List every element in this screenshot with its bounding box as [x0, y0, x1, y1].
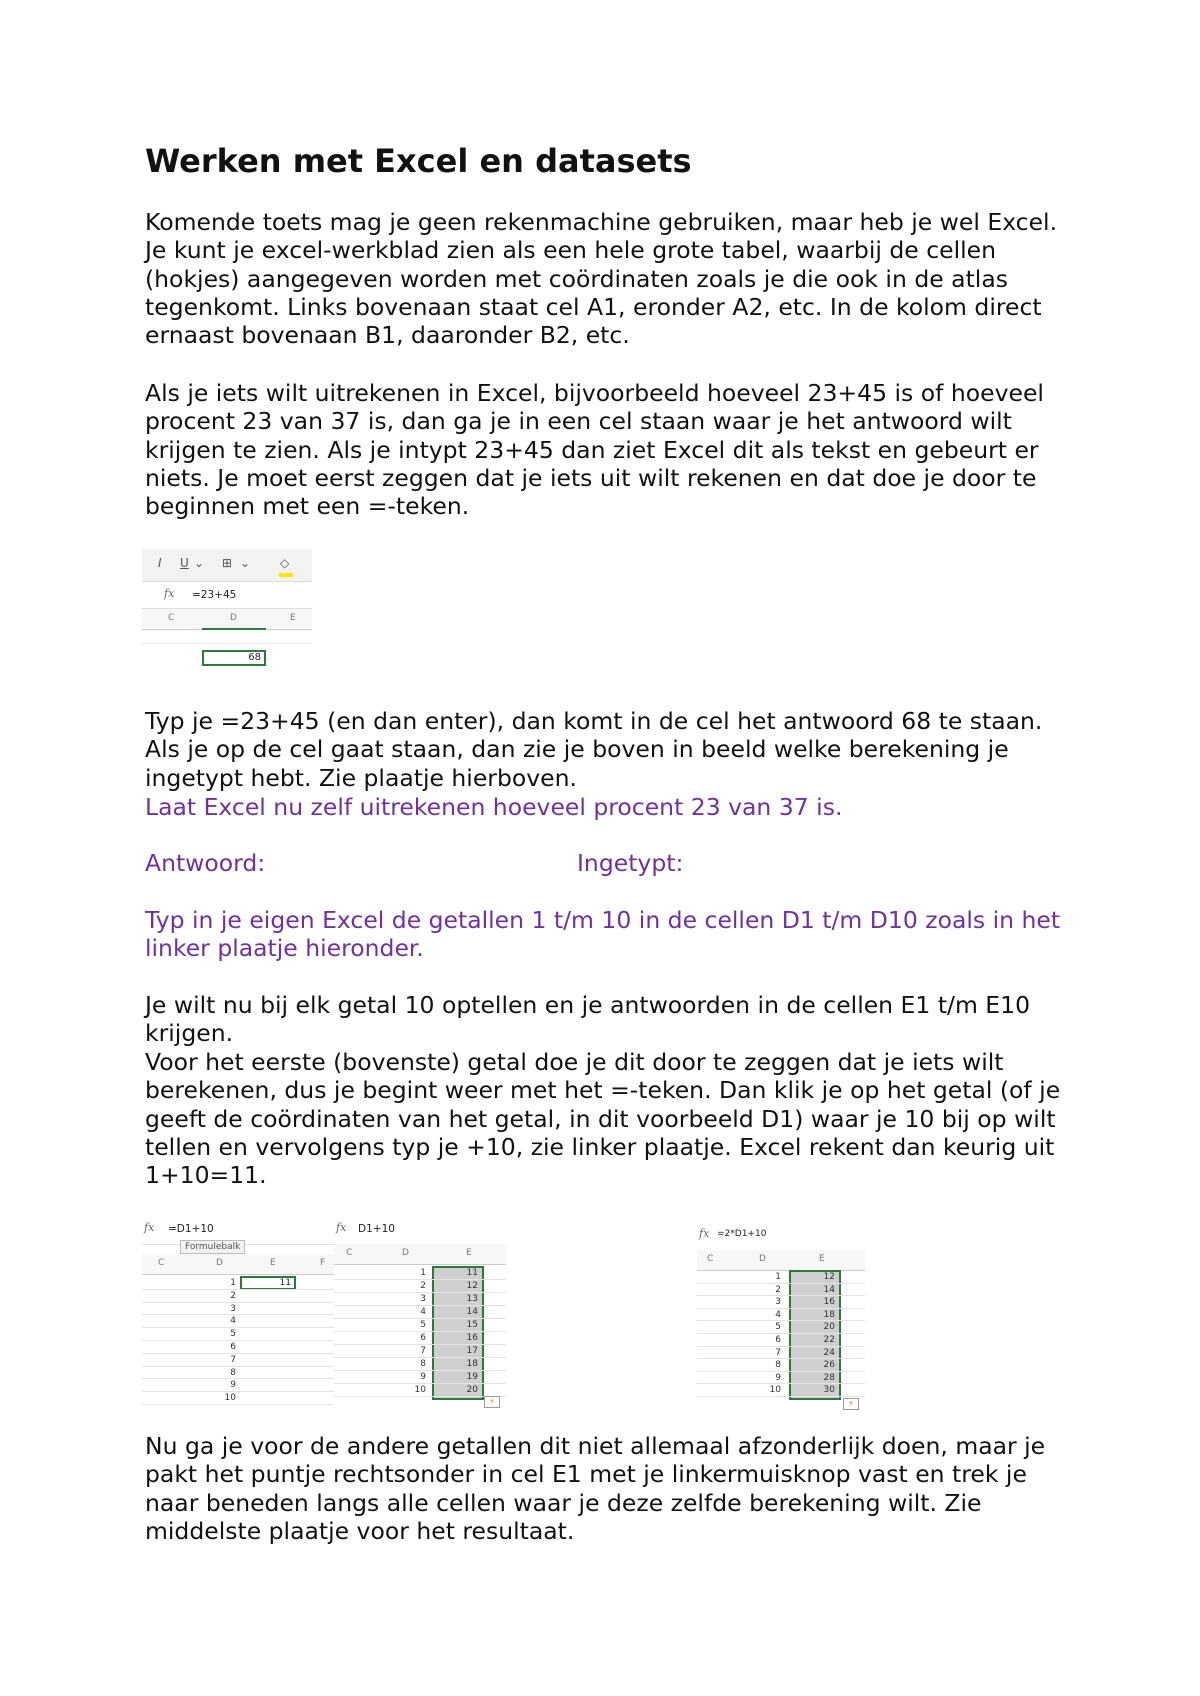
cell-e7: 24 — [823, 1347, 835, 1358]
cell-d8: 8 — [230, 1367, 236, 1378]
cell-d4: 4 — [775, 1309, 781, 1320]
cell-d3: 3 — [420, 1294, 426, 1304]
underline-icon: U — [180, 556, 189, 570]
task-percentage: Laat Excel nu zelf uitrekenen hoeveel procent 23 van 37 is. — [145, 793, 843, 821]
column-headers — [334, 1244, 506, 1265]
cell-d9: 9 — [775, 1372, 781, 1383]
paragraph-result: Typ je =23+45 (en dan enter), dan komt in de cel het antwoord 68 te staan. Als je op de cel gaat staan, dan zie je boven in beeld welke berekening je ingetypt hebt. Zie plaatje hierboven. — [145, 707, 1043, 792]
answer-label: Antwoord: — [145, 849, 266, 877]
cell-d5: 5 — [420, 1320, 426, 1330]
cell-d1: 1 — [230, 1278, 236, 1288]
fill-color-icon: ◇ — [280, 556, 290, 570]
grid-line — [697, 1371, 865, 1372]
cell-d7: 7 — [420, 1346, 426, 1356]
column-headers — [697, 1250, 865, 1271]
grid-line — [697, 1320, 865, 1321]
cell-e10: 30 — [823, 1385, 835, 1396]
grid-line — [142, 643, 312, 644]
grid-line — [334, 1344, 506, 1345]
cell-e8: 18 — [466, 1359, 478, 1369]
cell-d2: 2 — [420, 1281, 426, 1291]
excel-screenshot-fill-down — [334, 1218, 506, 1410]
formula-bar — [334, 1218, 506, 1245]
cell-e1: 11 — [466, 1268, 478, 1278]
fx-icon: fx — [144, 1221, 155, 1234]
chevron-down-icon: ⌄ — [194, 556, 205, 570]
column-header-d: D — [759, 1254, 766, 1264]
fx-icon: fx — [164, 587, 175, 600]
cell-d6: 6 — [420, 1333, 426, 1343]
grid-line — [697, 1308, 865, 1309]
chevron-down-icon: ⌄ — [240, 556, 251, 570]
cell-e4: 14 — [466, 1307, 478, 1317]
cell-e4: 18 — [823, 1309, 835, 1320]
column-headers — [142, 609, 312, 630]
grid-line — [142, 1366, 334, 1367]
formula-text: =D1+10 — [168, 1223, 214, 1235]
cell-d5: 5 — [230, 1329, 236, 1340]
borders-icon: ⊞ — [222, 556, 233, 570]
formula-text: =23+45 — [192, 589, 237, 601]
highlight-color-swatch — [279, 573, 293, 577]
cell-d5: 5 — [775, 1322, 781, 1333]
cell-e1: 12 — [823, 1272, 835, 1282]
grid-line — [697, 1383, 865, 1384]
column-header-e: E — [819, 1254, 825, 1264]
cell-d8: 8 — [420, 1359, 426, 1369]
grid-line — [142, 1314, 334, 1315]
typed-label: Ingetypt: — [577, 849, 684, 877]
task-enter-numbers: Typ in je eigen Excel de getallen 1 t/m 10 in de cellen D1 t/m D10 zoals in het linker plaatje hieronder. — [145, 906, 1061, 963]
cell-d10: 10 — [414, 1385, 426, 1395]
cell-e2: 14 — [823, 1284, 835, 1295]
grid-line — [697, 1333, 865, 1334]
cell-e5: 15 — [466, 1320, 478, 1330]
grid-line — [334, 1292, 506, 1293]
grid-line — [142, 1378, 334, 1379]
excel-toolbar — [142, 549, 312, 582]
fx-icon: fx — [699, 1227, 710, 1240]
cell-d10: 10 — [769, 1385, 781, 1396]
column-header-d: D — [216, 1258, 223, 1268]
column-header-d: D — [402, 1248, 409, 1258]
paragraph-fill-down: Nu ga je voor de andere getallen dit niet allemaal afzonderlijk doen, maar je pakt het puntje rechtsonder in cel E1 met je linkermuisknop vast en trek je naar beneden langs alle cellen waar je deze zelfde berekening wilt. Zie middelste plaatje voor het resultaat. — [145, 1432, 1046, 1545]
grid-line — [334, 1383, 506, 1384]
cell-e8: 26 — [823, 1360, 835, 1371]
grid-line — [334, 1370, 506, 1371]
cell-d10: 10 — [224, 1393, 236, 1404]
cell-d6: 6 — [230, 1342, 236, 1352]
column-header-c: C — [158, 1258, 165, 1268]
italic-icon: I — [158, 556, 162, 570]
cell-e10: 20 — [466, 1385, 478, 1395]
cell-d3: 3 — [230, 1303, 236, 1314]
cell-e1: 11 — [240, 1276, 296, 1290]
paragraph-first-number: Voor het eerste (bovenste) getal doe je dit door te zeggen dat je iets wilt berekenen, dus je begint weer met het =-teken. Dan klik je op het getal (of je geeft de coördinaten van het getal, in dit voorbeeld D1) waar je 10 bij op wilt tellen en vervolgens typ je +10, zie linker plaatje. Excel rekent dan keurig uit 1+10=11. — [145, 1048, 1061, 1190]
grid-line — [697, 1295, 865, 1296]
formula-text: D1+10 — [358, 1223, 395, 1235]
grid-line — [142, 1391, 334, 1392]
grid-line — [142, 1327, 334, 1328]
cell-d4: 4 — [230, 1316, 236, 1327]
cell-d6: 6 — [775, 1335, 781, 1345]
cell-e5: 20 — [823, 1322, 835, 1333]
cell-d7: 7 — [775, 1347, 781, 1358]
grid-line — [334, 1305, 506, 1306]
cell-e3: 16 — [823, 1297, 835, 1308]
column-header-e: E — [466, 1248, 472, 1258]
column-header-e: E — [290, 613, 296, 623]
grid-line — [697, 1346, 865, 1347]
cell-d4: 4 — [420, 1307, 426, 1317]
paragraph-calculation: Als je iets wilt uitrekenen in Excel, bijvoorbeeld hoeveel 23+45 is of hoeveel procent 23 van 37 is, dan ga je in een cel staan waar je het antwoord wilt krijgen te zien. Als je intypt 23+45 dan ziet Excel dit als tekst en gebeurt er niets. Je moet eerst zeggen dat je iets uit wilt rekenen en dat doe je door te beginnen met een =-teken. — [145, 379, 1044, 521]
cell-e6: 16 — [466, 1333, 478, 1343]
cell-d2: 2 — [230, 1290, 236, 1301]
grid-line — [334, 1318, 506, 1319]
autofill-options-icon: ⚡ — [843, 1398, 859, 1410]
grid-line — [142, 1404, 334, 1405]
grid-line — [142, 1340, 334, 1341]
cell-d3: 3 — [775, 1297, 781, 1308]
column-header-c: C — [168, 613, 175, 623]
column-selected-indicator — [202, 628, 266, 630]
cell-d8: 8 — [775, 1360, 781, 1371]
grid-line — [334, 1279, 506, 1280]
fx-icon: fx — [336, 1221, 347, 1234]
grid-line — [334, 1331, 506, 1332]
column-header-f: F — [320, 1258, 326, 1268]
column-header-d: D — [230, 613, 237, 623]
paragraph-intro: Komende toets mag je geen rekenmachine gebruiken, maar heb je wel Excel. Je kunt je excel-werkblad zien als een hele grote tabel, waarbij de cellen (hokjes) aangegeven worden met coördinaten zoals je die ook in de atlas tegenkomt. Links bovenaan staat cel A1, eronder A2, etc. In de kolom direct ernaast bovenaan B1, daaronder B2, etc. — [145, 208, 1058, 350]
grid-line — [697, 1283, 865, 1284]
grid-line — [142, 1289, 334, 1290]
autofill-options-icon: ⚡ — [484, 1396, 500, 1408]
grid-line — [334, 1357, 506, 1358]
grid-line — [142, 1302, 334, 1303]
formula-text: =2*D1+10 — [717, 1229, 767, 1239]
cell-e2: 12 — [466, 1281, 478, 1291]
cell-d9: 9 — [230, 1380, 236, 1391]
column-headers — [142, 1254, 334, 1275]
page-title: Werken met Excel en datasets — [145, 142, 692, 180]
cell-e9: 19 — [466, 1372, 478, 1382]
grid-line — [334, 1396, 506, 1397]
cell-d1: 1 — [420, 1268, 426, 1278]
grid-line — [142, 1353, 334, 1354]
formula-bar-tooltip: Formulebalk — [180, 1240, 245, 1254]
cell-d2: 2 — [775, 1284, 781, 1295]
formula-bar — [697, 1224, 865, 1251]
cell-d9: 9 — [420, 1372, 426, 1382]
excel-screenshot-single-formula — [142, 1218, 334, 1410]
cell-e7: 17 — [466, 1346, 478, 1356]
column-header-c: C — [346, 1248, 353, 1258]
formula-bar — [142, 582, 312, 609]
cell-d7: 7 — [230, 1354, 236, 1365]
excel-screenshot-formula — [142, 549, 312, 675]
column-header-c: C — [707, 1254, 714, 1264]
column-header-e: E — [270, 1258, 276, 1268]
grid-line — [697, 1396, 865, 1397]
paragraph-add-ten: Je wilt nu bij elk getal 10 optellen en je antwoorden in de cellen E1 t/m E10 krijgen. — [145, 991, 1031, 1048]
grid-line — [697, 1358, 865, 1359]
selected-cell: 68 — [202, 650, 266, 666]
cell-e6: 22 — [823, 1335, 835, 1345]
cell-e9: 28 — [823, 1372, 835, 1383]
excel-screenshot-double-formula — [697, 1224, 865, 1410]
cell-e3: 13 — [466, 1294, 478, 1304]
cell-d1: 1 — [775, 1272, 781, 1282]
